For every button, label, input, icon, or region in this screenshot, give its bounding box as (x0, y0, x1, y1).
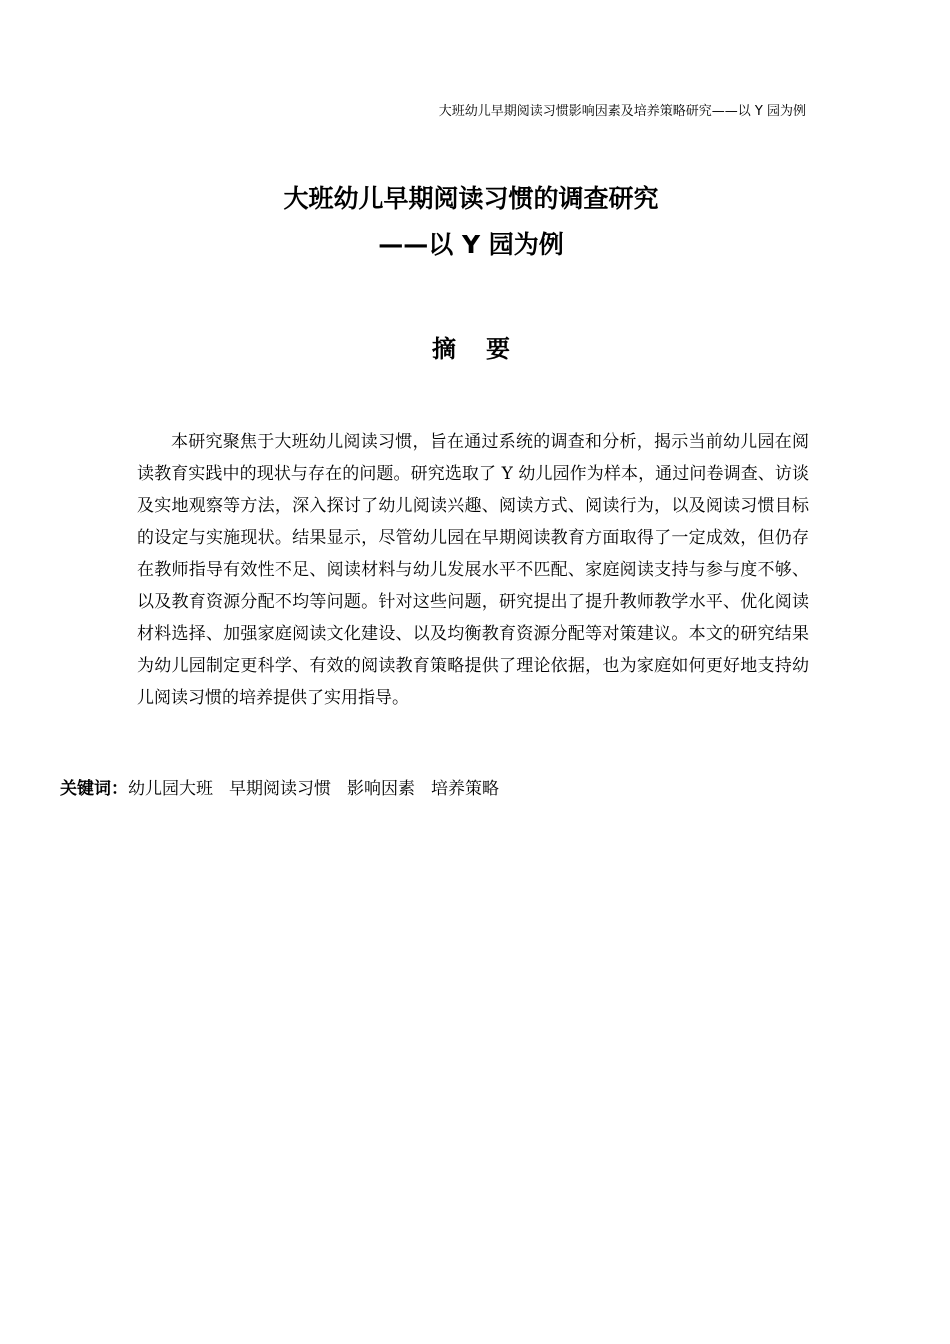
keyword-item: 早期阅读习惯 (229, 779, 331, 799)
title-block (0, 184, 942, 260)
keyword-item: 幼儿园大班 (128, 779, 213, 799)
keyword-item: 培养策略 (431, 779, 499, 799)
page-title: 大班幼儿早期阅读习惯的调查研究 (283, 184, 659, 213)
keywords-line (60, 775, 515, 803)
keywords-label: 关键词： (60, 779, 128, 799)
abstract-heading: 摘要 (432, 335, 540, 363)
page-subtitle: ——以 Y 园为例 (378, 230, 564, 259)
running-header: 大班幼儿早期阅读习惯影响因素及培养策略研究——以 Y 园为例 (438, 104, 806, 119)
keyword-item: 影响因素 (347, 779, 415, 799)
abstract-body: 本研究聚焦于大班幼儿阅读习惯，旨在通过系统的调查和分析，揭示当前幼儿园在阅读教育实践中的现状与存在的问题。研究选取了 Y 幼儿园作为样本，通过问卷调查、访谈及实地观察等方法，深入探讨了幼儿阅读兴趣、阅读方式、阅读行为，以及阅读习惯目标的设定与实施现状。结果显示，尽管幼儿园在早期阅读教育方面取得了一定成效，但仍存在教师指导有效性不足、阅读材料与幼儿发展水平不匹配、家庭阅读支持与参与度不够、以及教育资源分配不均等问题。针对这些问题，研究提出了提升教师教学水平、优化阅读材料选择、加强家庭阅读文化建设、以及均衡教育资源分配等对策建议。本文的研究结果为幼儿园制定更科学、有效的阅读教育策略提供了理论依据，也为家庭如何更好地支持幼儿阅读习惯的培养提供了实用指导。 (137, 432, 809, 708)
